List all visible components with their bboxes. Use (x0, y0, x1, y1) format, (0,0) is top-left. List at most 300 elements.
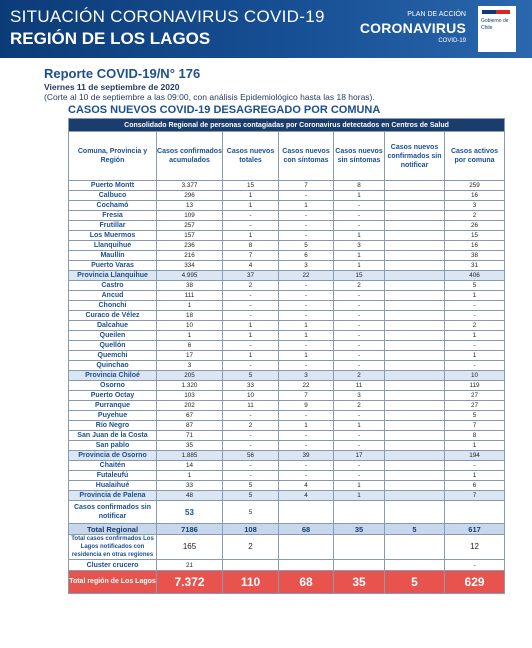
logo-main-text: CORONAVIRUS (359, 20, 466, 36)
table-cell (385, 441, 445, 451)
table-cell: 617 (445, 524, 505, 535)
cell-acumulados: 165 (157, 535, 223, 560)
table-cell: - (334, 221, 385, 231)
row-name: Río Negro (69, 421, 157, 431)
empty-cell (385, 535, 445, 560)
table-cell: 1 (334, 261, 385, 271)
table-cell: 7 (279, 181, 334, 191)
table-cell: 3 (279, 261, 334, 271)
commune-row (69, 471, 505, 481)
table-cell: 5 (223, 481, 279, 491)
table-cell (385, 401, 445, 411)
table-cell: 1 (445, 471, 505, 481)
table-cell (385, 431, 445, 441)
table-cell: 6 (157, 341, 223, 351)
row-name: Chonchi (69, 301, 157, 311)
empty-cell (385, 560, 445, 571)
table-cell: 109 (157, 211, 223, 221)
table-cell: 2 (223, 281, 279, 291)
table-cell: 1.320 (157, 381, 223, 391)
table-cell (385, 201, 445, 211)
logo-sub-text: COVID-19 (438, 38, 466, 44)
table-cell: 110 (223, 571, 279, 594)
table-cell: 259 (445, 181, 505, 191)
table-cell: 17 (157, 351, 223, 361)
table-cell: - (223, 221, 279, 231)
commune-row (69, 341, 505, 351)
table-cell: 111 (157, 291, 223, 301)
table-cell: 1.885 (157, 451, 223, 461)
table-cell: 1 (279, 331, 334, 341)
table-cell: 194 (445, 451, 505, 461)
row-name: Maullín (69, 251, 157, 261)
table-cell: 1 (279, 421, 334, 431)
table-cell: - (334, 341, 385, 351)
commune-row (69, 281, 505, 291)
table-cell: 71 (157, 431, 223, 441)
row-name: San Juan de la Costa (69, 431, 157, 441)
table-cell: - (334, 311, 385, 321)
table-cell: 38 (445, 251, 505, 261)
row-name: Provincia de Osorno (69, 451, 157, 461)
table-cell: 334 (157, 261, 223, 271)
table-cell: 5 (445, 411, 505, 421)
table-cell (385, 181, 445, 191)
table-cell: 10 (157, 321, 223, 331)
report-date: Viernes 11 de septiembre de 2020 (44, 82, 180, 92)
table-cell: 22 (279, 271, 334, 281)
table-cell: - (223, 431, 279, 441)
table-cell: 1 (157, 471, 223, 481)
table-cell: 8 (445, 431, 505, 441)
table-cell (385, 261, 445, 271)
table-cell: 16 (445, 241, 505, 251)
table-cell: 108 (223, 524, 279, 535)
table-cell: 27 (445, 401, 505, 411)
row-name: Provincia Llanquihue (69, 271, 157, 281)
commune-row (69, 321, 505, 331)
table-cell (385, 371, 445, 381)
table-cell: 2 (445, 321, 505, 331)
table-cell: 7 (223, 251, 279, 261)
table-cell: - (223, 411, 279, 421)
table-cell: 1 (334, 251, 385, 261)
empty-cell (445, 501, 505, 524)
table-cell: 103 (157, 391, 223, 401)
table-cell: 1 (334, 231, 385, 241)
table-cell: - (279, 361, 334, 371)
table-cell: 3 (279, 371, 334, 381)
commune-row (69, 361, 505, 371)
province-row (69, 491, 505, 501)
table-cell: - (279, 411, 334, 421)
logo-plan-text: PLAN DE ACCIÓN (407, 11, 466, 18)
table-cell: - (445, 301, 505, 311)
commune-row (69, 201, 505, 211)
table-caption: Consolidado Regional de personas contagiadas por Coronavirus detectados en Centros de Salud (69, 119, 505, 132)
commune-row (69, 191, 505, 201)
cell-totales: 2 (223, 535, 279, 560)
table-cell: 5 (445, 281, 505, 291)
empty-cell (223, 560, 279, 571)
row-name: Los Muermos (69, 231, 157, 241)
row-name: Queilen (69, 331, 157, 341)
table-summary (69, 501, 505, 594)
table-cell: 1 (279, 201, 334, 211)
table-cell: 3 (334, 391, 385, 401)
table-cell: 5 (223, 491, 279, 501)
table-cell: 1 (445, 351, 505, 361)
commune-row (69, 391, 505, 401)
table-cell: - (334, 291, 385, 301)
table-cell: - (334, 361, 385, 371)
row-name: Dalcahue (69, 321, 157, 331)
table-cell: - (334, 301, 385, 311)
row-name: Total Regional (69, 524, 157, 535)
table-cell (385, 231, 445, 241)
commune-row (69, 421, 505, 431)
table-cell: - (223, 301, 279, 311)
table-cell: - (334, 321, 385, 331)
table-cell: 33 (157, 481, 223, 491)
table-cell (385, 301, 445, 311)
commune-row (69, 231, 505, 241)
cell-acumulados: 53 (157, 501, 223, 524)
table-cell: 4 (279, 491, 334, 501)
table-cell: 296 (157, 191, 223, 201)
table-cell: 4 (279, 481, 334, 491)
table-cell (385, 321, 445, 331)
total-regional-row (69, 524, 505, 535)
table-cell (385, 461, 445, 471)
empty-cell (279, 535, 334, 560)
table-cell: 1 (445, 441, 505, 451)
table-cell: 3 (334, 241, 385, 251)
commune-row (69, 181, 505, 191)
table-cell: 67 (157, 411, 223, 421)
empty-cell (334, 560, 385, 571)
table-cell (385, 361, 445, 371)
table-cell: - (279, 431, 334, 441)
table-cell: - (279, 211, 334, 221)
row-name: Cluster crucero (69, 560, 157, 571)
table-cell: 157 (157, 231, 223, 241)
table-cell: 39 (279, 451, 334, 461)
commune-row (69, 261, 505, 271)
table-cell: 1 (157, 331, 223, 341)
sin-notificar-row (69, 501, 505, 524)
table-cell: 9 (279, 401, 334, 411)
table-cell: 2 (223, 421, 279, 431)
table-cell: - (334, 461, 385, 471)
column-header: Casos nuevos confirmados sin notificar (385, 132, 445, 181)
table-cell (385, 191, 445, 201)
table-cell: - (279, 341, 334, 351)
table-cell: 8 (334, 181, 385, 191)
table-cell: 1 (334, 481, 385, 491)
row-name: Puerto Octay (69, 391, 157, 401)
table-cell: - (223, 211, 279, 221)
table-cell: - (445, 461, 505, 471)
table-cell: 2 (334, 371, 385, 381)
table-cell: 87 (157, 421, 223, 431)
table-cell: - (279, 311, 334, 321)
table-cell (385, 381, 445, 391)
commune-row (69, 411, 505, 421)
commune-row (69, 351, 505, 361)
row-name: Total región de Los Lagos (69, 571, 157, 594)
row-name: Total casos confirmados Los Lagos notificados con residencia en otras regiones (69, 535, 157, 560)
table-cell: 1 (334, 421, 385, 431)
table-cell (385, 311, 445, 321)
table-cell: 205 (157, 371, 223, 381)
table-cell: 35 (334, 571, 385, 594)
table-cell: 1 (279, 321, 334, 331)
report-title: Reporte COVID-19/N° 176 (44, 66, 201, 81)
table-cell: 56 (223, 451, 279, 461)
flag-blue-bar (482, 10, 496, 14)
table-cell: 216 (157, 251, 223, 261)
table-cell: - (279, 221, 334, 231)
table-cell: - (334, 431, 385, 441)
table-cell: 1 (223, 231, 279, 241)
table-cell: 2 (334, 401, 385, 411)
table-cell: 5 (279, 241, 334, 251)
table-cell (385, 251, 445, 261)
row-name: Osorno (69, 381, 157, 391)
table-cell: 18 (157, 311, 223, 321)
row-name: Fresia (69, 211, 157, 221)
row-name: Hualaihué (69, 481, 157, 491)
table-cell: - (223, 311, 279, 321)
government-logo-text: Gobierno de Chile (481, 18, 509, 31)
row-name: Curaco de Vélez (69, 311, 157, 321)
table-cell: 1 (223, 331, 279, 341)
table-cell: 7 (445, 491, 505, 501)
table-cell: - (279, 231, 334, 241)
commune-row (69, 431, 505, 441)
table-cell: 1 (157, 301, 223, 311)
table-cell: - (279, 471, 334, 481)
table-cell: 11 (223, 401, 279, 411)
covid-commune-table (68, 118, 505, 594)
column-header: Comuna, Provincia y Región (69, 132, 157, 181)
table-cell: - (445, 361, 505, 371)
table-cell: - (334, 201, 385, 211)
table-cell: 1 (445, 331, 505, 341)
table-cell: 6 (279, 251, 334, 261)
table-cell: 8 (223, 241, 279, 251)
table-cell: - (279, 301, 334, 311)
table-cell (385, 281, 445, 291)
table-cell: 1 (279, 351, 334, 361)
table-cell (385, 451, 445, 461)
empty-cell (334, 501, 385, 524)
column-header: Casos activos por comuna (445, 132, 505, 181)
table-cell: 1 (223, 351, 279, 361)
commune-row (69, 311, 505, 321)
residencia-row (69, 535, 505, 560)
table-cell: - (223, 441, 279, 451)
row-name: Castro (69, 281, 157, 291)
commune-row (69, 441, 505, 451)
commune-row (69, 461, 505, 471)
row-name: Quemchi (69, 351, 157, 361)
table-body (69, 181, 505, 501)
table-cell: 15 (334, 271, 385, 281)
row-name: Cochamó (69, 201, 157, 211)
column-header: Casos nuevos con síntomas (279, 132, 334, 181)
table-cell: 4 (223, 261, 279, 271)
table-cell: 16 (445, 191, 505, 201)
table-cell: - (445, 311, 505, 321)
table-cell: 7186 (157, 524, 223, 535)
row-name: Provincia Chiloé (69, 371, 157, 381)
table-cell: 1 (334, 491, 385, 501)
empty-cell (385, 501, 445, 524)
commune-row (69, 381, 505, 391)
row-name: Purranque (69, 401, 157, 411)
table-cell: 15 (445, 231, 505, 241)
commune-row (69, 301, 505, 311)
header-banner (0, 0, 532, 58)
table-cell (385, 221, 445, 231)
flag-red-bar (496, 10, 510, 14)
cell-activos: - (445, 560, 505, 571)
table-cell (385, 351, 445, 361)
table-cell: - (223, 461, 279, 471)
province-row (69, 451, 505, 461)
table-cell: - (334, 441, 385, 451)
table-cell: 35 (334, 524, 385, 535)
commune-row (69, 291, 505, 301)
empty-cell (279, 501, 334, 524)
commune-row (69, 211, 505, 221)
table-cell: 257 (157, 221, 223, 231)
table-cell: 1 (223, 191, 279, 201)
table-cell: 68 (279, 524, 334, 535)
table-cell (385, 471, 445, 481)
table-cell (385, 421, 445, 431)
row-name: Casos confirmados sin notificar (69, 501, 157, 524)
row-name: San pablo (69, 441, 157, 451)
row-name: Quinchao (69, 361, 157, 371)
table-cell: - (279, 461, 334, 471)
table-cell: 406 (445, 271, 505, 281)
commune-row (69, 401, 505, 411)
table-cell: - (334, 471, 385, 481)
coronavirus-logo (359, 11, 472, 49)
row-name: Calbuco (69, 191, 157, 201)
report-note: (Corte al 10 de septiembre a las 09:00, con análisis Epidemiológico hasta las 18 horas). (44, 92, 375, 102)
commune-row (69, 241, 505, 251)
row-name: Llanquihue (69, 241, 157, 251)
row-name: Futaleufú (69, 471, 157, 481)
table-cell: 629 (445, 571, 505, 594)
province-row (69, 371, 505, 381)
table-cell: - (223, 361, 279, 371)
total-region-row (69, 571, 505, 594)
table-cell: 11 (334, 381, 385, 391)
table-cell: - (334, 411, 385, 421)
table-cell: - (223, 341, 279, 351)
table-cell: - (223, 291, 279, 301)
row-name: Puyehue (69, 411, 157, 421)
table-cell: 15 (223, 181, 279, 191)
table-cell: 3.377 (157, 181, 223, 191)
table-cell: 202 (157, 401, 223, 411)
table-cell: - (334, 351, 385, 361)
table-cell (385, 331, 445, 341)
table-cell: 33 (223, 381, 279, 391)
table-cell: 14 (157, 461, 223, 471)
banner-subtitle: REGIÓN DE LOS LAGOS (10, 29, 211, 48)
province-row (69, 271, 505, 281)
table-cell: 3 (157, 361, 223, 371)
government-logo (478, 6, 516, 52)
row-name: Quellón (69, 341, 157, 351)
table-cell: 17 (334, 451, 385, 461)
table-cell: - (223, 471, 279, 481)
banner-title: SITUACIÓN CORONAVIRUS COVID-19 (10, 7, 325, 26)
table-cell: 22 (279, 381, 334, 391)
table-cell (385, 491, 445, 501)
table-cell (385, 211, 445, 221)
empty-cell (334, 535, 385, 560)
commune-row (69, 331, 505, 341)
table-cell: - (334, 331, 385, 341)
table-cell: - (279, 291, 334, 301)
table-cell: 1 (223, 321, 279, 331)
commune-row (69, 221, 505, 231)
table-cell (385, 481, 445, 491)
table-cell: 3 (445, 201, 505, 211)
row-name: Puerto Varas (69, 261, 157, 271)
column-header: Casos nuevos totales (223, 132, 279, 181)
row-name: Frutillar (69, 221, 157, 231)
table-cell: 7.372 (157, 571, 223, 594)
table-cell: 37 (223, 271, 279, 281)
table-cell: 13 (157, 201, 223, 211)
table-cell: - (334, 211, 385, 221)
cell-acumulados: 21 (157, 560, 223, 571)
table-cell: - (279, 281, 334, 291)
table-cell: 7 (445, 421, 505, 431)
table-cell: 7 (279, 391, 334, 401)
table-cell: 1 (223, 201, 279, 211)
empty-cell (279, 560, 334, 571)
commune-row (69, 481, 505, 491)
table-cell: 5 (223, 371, 279, 381)
table-cell: 1 (445, 291, 505, 301)
table-cell: 2 (445, 211, 505, 221)
cluster-row (69, 560, 505, 571)
table-cell: 2 (334, 281, 385, 291)
table-cell: 119 (445, 381, 505, 391)
table-cell: 48 (157, 491, 223, 501)
row-name: Ancud (69, 291, 157, 301)
column-header: Casos confirmados acumulados (157, 132, 223, 181)
row-name: Chaitén (69, 461, 157, 471)
table-cell (385, 241, 445, 251)
table-cell (385, 271, 445, 281)
table-cell: 27 (445, 391, 505, 401)
table-cell (385, 291, 445, 301)
table-cell: 5 (385, 524, 445, 535)
column-header: Casos nuevos sin síntomas (334, 132, 385, 181)
table-cell: 68 (279, 571, 334, 594)
table-cell (385, 391, 445, 401)
